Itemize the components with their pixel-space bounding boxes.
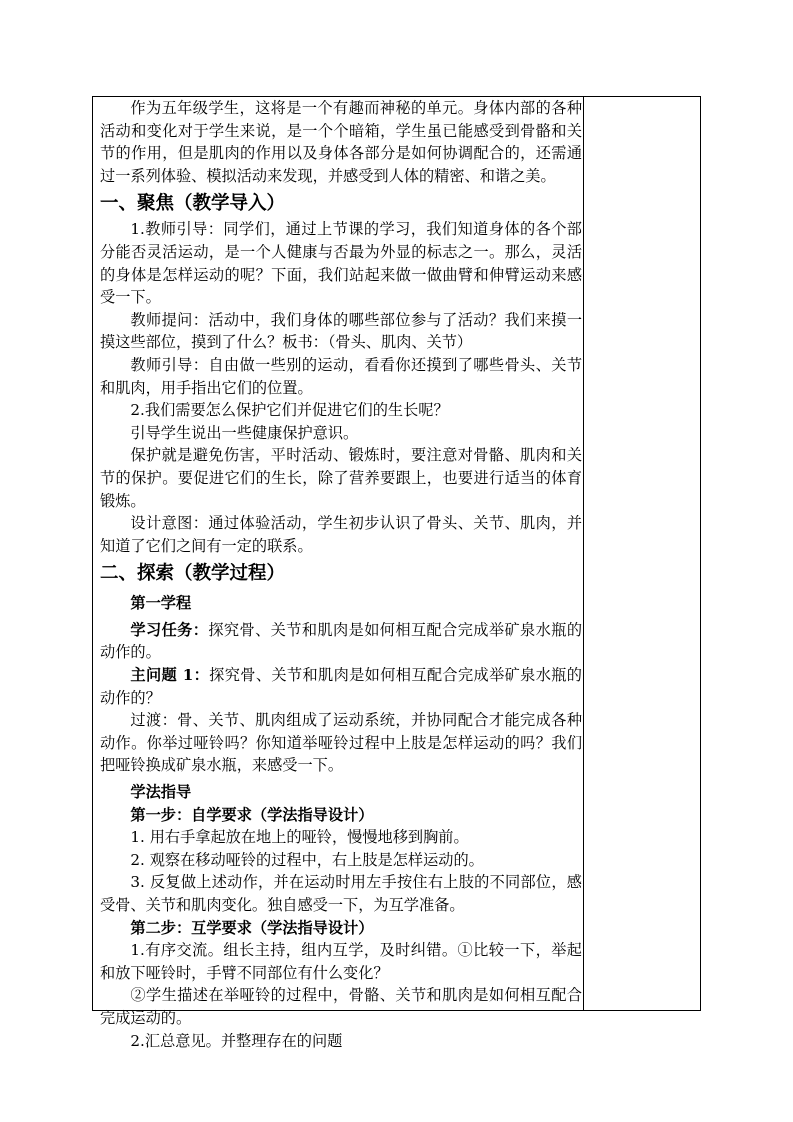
paragraph: 2.我们需要怎么保护它们并促进它们的生长呢？ <box>130 401 449 420</box>
paragraph: 教师引导：自由做一些别的运动，看看你还摸到了哪些骨头、关节和肌肉，用手指出它们的位置。 <box>100 355 582 397</box>
subheading-step-one: 第一步：自学要求（学法指导设计） <box>130 805 374 824</box>
paragraph: 设计意图：通过体验活动，学生初步认识了骨头、关节、肌肉，并知道了它们之间有一定的联系。 <box>100 514 582 555</box>
paragraph: 3. 反复做上述动作，并在运动时用左手按住右上肢的不同部位，感受骨、关节和肌肉变化。独自感受一下，为互学准备。 <box>100 873 582 914</box>
paragraph: 1. 用右手拿起放在地上的哑铃，慢慢地移到胸前。 <box>130 828 469 847</box>
learning-task-text: 探究骨、关节和肌肉是如何相互配合完成举矿泉水瓶的动作的。 <box>100 620 583 662</box>
paragraph: 过渡：骨、关节、肌肉组成了运动系统，并协同配合才能完成各种动作。你举过哑铃吗？你知道举哑铃过程中上肢是怎样运动的吗？我们把哑铃换成矿泉水瓶，来感受一下。 <box>100 711 582 775</box>
main-question <box>100 664 582 709</box>
intro-paragraph: 作为五年级学生，这将是一个有趣而神秘的单元。身体内部的各种活动和变化对于学生来说，是一个个暗箱，学生虽已能感受到骨骼和关节的作用，但是肌肉的作用以及身体各部分是如何协调配合的，还需通过一系列体验、模拟活动来发现，并感受到人体的精密、和谐之美。 <box>100 99 582 185</box>
learning-task-label: 学习任务： <box>130 620 209 639</box>
paragraph: 2. 观察在移动哑铃的过程中，右上肢是怎样运动的。 <box>130 850 484 869</box>
paragraph: ②学生描述在举哑铃的过程中，骨骼、关节和肌肉是如何相互配合完成运动的。 <box>100 986 582 1027</box>
paragraph: 教师提问：活动中，我们身体的哪些部位参与了活动？我们来摸一摸这些部位，摸到了什么？板书：（骨头、肌肉、关节） <box>100 310 582 352</box>
subheading-first-stage: 第一学程 <box>130 594 192 613</box>
learning-task <box>100 619 582 664</box>
paragraph: 1.有序交流。组长主持，组内互学，及时纠错。①比较一下，举起和放下哑铃时，手臂不同部位有什么变化？ <box>100 941 582 982</box>
section-heading-focus: 一、聚焦（教学导入） <box>100 193 286 215</box>
paragraph: 引导学生说出一些健康保护意识。 <box>130 423 359 442</box>
paragraph: 保护就是避免伤害，平时活动、锻炼时，要注意对骨骼、肌肉和关节的保护。要促进它们的生长，除了营养要跟上，也要进行适当的体育锻炼。 <box>100 446 582 510</box>
section-heading-explore: 二、探索（教学过程） <box>100 563 286 585</box>
column-divider <box>583 97 584 1010</box>
subheading-step-two: 第二步：互学要求（学法指导设计） <box>130 918 374 937</box>
main-question-label: 主问题 1： <box>130 666 210 685</box>
lesson-content-cell <box>100 97 582 1052</box>
subheading-method-guide: 学法指导 <box>130 783 192 802</box>
paragraph: 2.汇总意见。并整理存在的问题 <box>130 1031 343 1050</box>
paragraph: 1.教师引导：同学们，通过上节课的学习，我们知道身体的各个部分能否灵活运动，是一个人健康与否最为外显的标志之一。那么，灵活的身体是怎样运动的呢？下面，我们站起来做一做曲臂和伸臂运动来感受一下。 <box>100 220 582 307</box>
main-question-text: 探究骨、关节和肌肉是如何相互配合完成举矿泉水瓶的动作的？ <box>100 666 582 707</box>
lesson-table <box>92 96 701 1050</box>
